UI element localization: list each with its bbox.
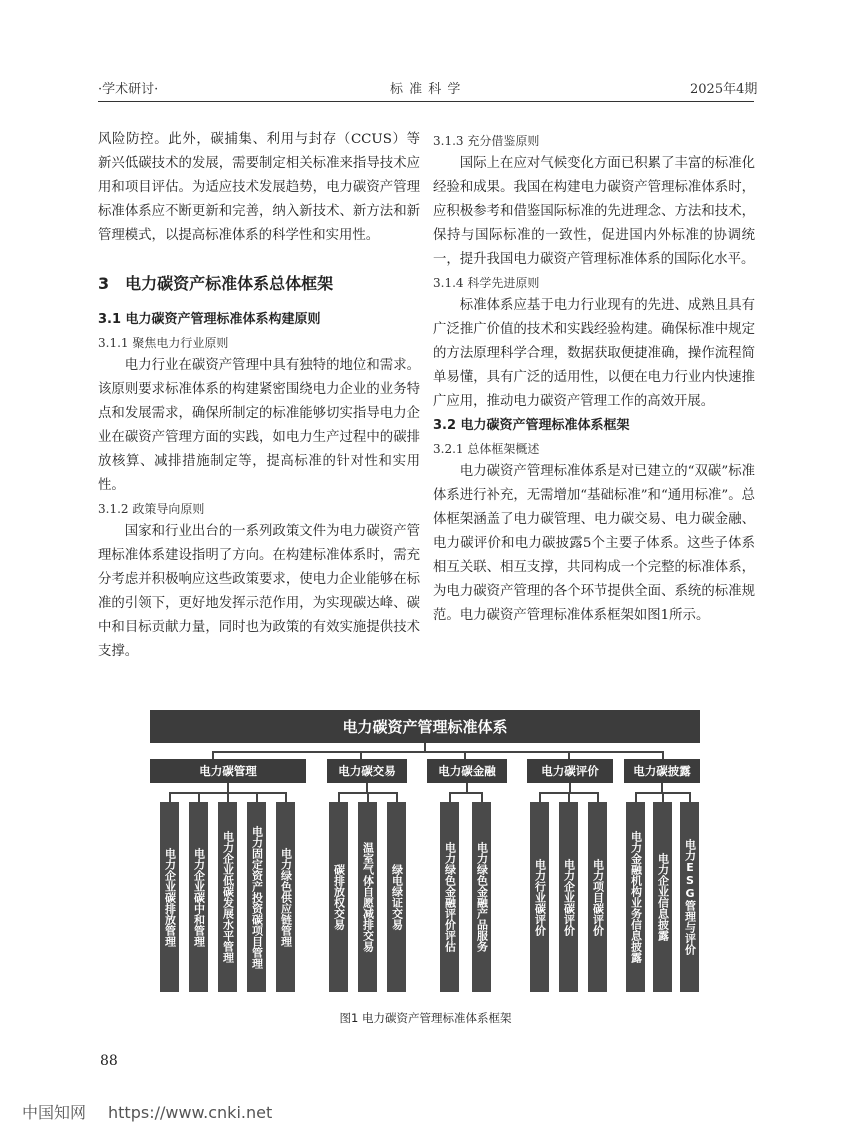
connector bbox=[466, 783, 468, 792]
connector bbox=[212, 751, 214, 759]
group-carbon-evaluation: 电力碳评价 bbox=[527, 759, 613, 783]
leaf-node: 电力企业碳中和管理 bbox=[189, 802, 208, 992]
subsubsection-heading: 3.1.2 政策导向原则 bbox=[98, 502, 205, 516]
paragraph: 风险防控。此外，碳捕集、利用与封存（CCUS）等新兴低碳技术的发展，需要制定相关标准来指导技术应用和项目评估。为适应技术发展趋势，电力碳资产管理标准体系应不断更新和完善，纳入新技术、新方法和新管理模式，以提高标准体系的科学性和实用性。 bbox=[98, 132, 420, 243]
group-carbon-trading: 电力碳交易 bbox=[327, 759, 407, 783]
connector bbox=[227, 792, 229, 802]
leaf-node: 电力企业碳排放管理 bbox=[160, 802, 179, 992]
issue-label: 2025年4期 bbox=[690, 82, 758, 97]
connector bbox=[449, 792, 451, 802]
leaf-node: 电力绿色供应链管理 bbox=[276, 802, 295, 992]
footer-watermark bbox=[22, 1100, 294, 1123]
connector bbox=[285, 792, 287, 802]
subsection-heading: 3.2 电力碳资产管理标准体系框架 bbox=[433, 418, 630, 433]
header-rule bbox=[98, 101, 754, 102]
connector bbox=[169, 792, 171, 802]
connector bbox=[198, 792, 200, 802]
left-column bbox=[98, 128, 420, 664]
connector bbox=[568, 751, 570, 759]
leaf-node: 电力绿色金融产品服务 bbox=[472, 802, 491, 992]
page-number: 88 bbox=[100, 1053, 118, 1069]
leaf-node: 电力企业碳评价 bbox=[559, 802, 578, 992]
paragraph: 国际上在应对气候变化方面已积累了丰富的标准化经验和成果。我国在构建电力碳资产管理标准体系时，应积极参考和借鉴国际标准的先进理念、方法和技术，保持与国际标准的一致性，促进国内外标准的协调统一，提升我国电力碳资产管理标准体系的国际化水平。 bbox=[433, 156, 755, 267]
figure-caption: 图1 电力碳资产管理标准体系框架 bbox=[339, 1011, 512, 1025]
cnki-url-link[interactable]: https://www.cnki.net bbox=[108, 1103, 273, 1122]
leaf-node: 电力ESG管理与评价 bbox=[680, 802, 699, 992]
leaf-node: 电力固定资产投资碳项目管理 bbox=[247, 802, 266, 992]
connector bbox=[256, 792, 258, 802]
connector bbox=[227, 783, 229, 792]
subsubsection-heading: 3.1.4 科学先进原则 bbox=[433, 276, 540, 290]
connector bbox=[568, 792, 570, 802]
leaf-node: 电力企业低碳发展水平管理 bbox=[218, 802, 237, 992]
connector bbox=[481, 792, 483, 802]
connector bbox=[662, 792, 664, 802]
connector bbox=[396, 792, 398, 802]
connector bbox=[212, 751, 662, 753]
header-left: ·学术研讨· bbox=[98, 82, 159, 97]
leaf-node: 绿电绿证交易 bbox=[387, 802, 406, 992]
group-carbon-disclosure: 电力碳披露 bbox=[624, 759, 700, 783]
paragraph: 标准体系应基于电力行业现有的先进、成熟且具有广泛推广价值的技术和实践经验构建。确保标准中规定的方法原理科学合理，数据获取便捷准确，操作流程简单易懂，具有广泛的适用性，以便在电力行业内快速推广应用，推动电力碳资产管理工作的高效开展。 bbox=[433, 298, 755, 409]
section-heading: 3 电力碳资产标准体系总体框架 bbox=[98, 274, 334, 293]
right-column bbox=[433, 130, 755, 628]
framework-figure bbox=[150, 710, 700, 1000]
connector bbox=[366, 783, 368, 792]
paragraph: 国家和行业出台的一系列政策文件为电力碳资产管理标准体系建设指明了方向。在构建标准体系时，需充分考虑并积极响应这些政策要求，使电力企业能够在标准的引领下，更好地发挥示范作用，为实现碳达峰、碳中和目标贡献力量，同时也为政策的有效实施提供技术支撑。 bbox=[98, 524, 420, 659]
leaf-node: 电力企业信息披露 bbox=[653, 802, 672, 992]
subsection-heading: 3.1 电力碳资产管理标准体系构建原则 bbox=[98, 312, 321, 327]
connector bbox=[360, 751, 362, 759]
connector bbox=[662, 751, 664, 759]
figure-top-title: 电力碳资产管理标准体系 bbox=[150, 710, 700, 743]
paragraph: 电力行业在碳资产管理中具有独特的地位和需求。该原则要求标准体系的构建紧密围绕电力企业的业务特点和发展需求，确保所制定的标准能够切实指导电力企业在碳资产管理方面的实践，如电力生产过程中的碳排放核算、减排措施制定等，提高标准的针对性和实用性。 bbox=[98, 358, 420, 493]
cnki-brand: 中国知网 bbox=[22, 1103, 87, 1122]
connector bbox=[367, 792, 369, 802]
group-carbon-management: 电力碳管理 bbox=[150, 759, 306, 783]
connector bbox=[449, 792, 483, 794]
subsubsection-heading: 3.1.1 聚焦电力行业原则 bbox=[98, 336, 229, 350]
connector bbox=[689, 792, 691, 802]
group-carbon-finance: 电力碳金融 bbox=[427, 759, 507, 783]
leaf-node: 电力绿色金融评价评估 bbox=[440, 802, 459, 992]
leaf-node: 电力金融机构业务信息披露 bbox=[626, 802, 645, 992]
leaf-node: 电力行业碳评价 bbox=[530, 802, 549, 992]
connector bbox=[635, 792, 637, 802]
paragraph: 电力碳资产管理标准体系是对已建立的“双碳”标准体系进行补充，无需增加“基础标准”和“通用标准”。总体框架涵盖了电力碳管理、电力碳交易、电力碳金融、电力碳评价和电力碳披露5个主要子体系。这些子体系相互关联、相互支撑，共同构成一个完整的标准体系，为电力碳资产管理的各个环节提供全面、系统的标准规范。电力碳资产管理标准体系框架如图1所示。 bbox=[433, 464, 755, 623]
connector bbox=[569, 783, 571, 792]
connector bbox=[338, 792, 340, 802]
connector bbox=[424, 743, 426, 751]
leaf-node: 碳排放权交易 bbox=[329, 802, 348, 992]
connector bbox=[539, 792, 541, 802]
connector bbox=[464, 751, 466, 759]
connector bbox=[597, 792, 599, 802]
journal-name: 标 准 科 学 bbox=[390, 82, 462, 97]
leaf-node: 温室气体自愿减排交易 bbox=[358, 802, 377, 992]
subsubsection-heading: 3.1.3 充分借鉴原则 bbox=[433, 134, 540, 148]
leaf-node: 电力项目碳评价 bbox=[588, 802, 607, 992]
connector bbox=[661, 783, 663, 792]
subsubsection-heading: 3.2.1 总体框架概述 bbox=[433, 442, 540, 456]
